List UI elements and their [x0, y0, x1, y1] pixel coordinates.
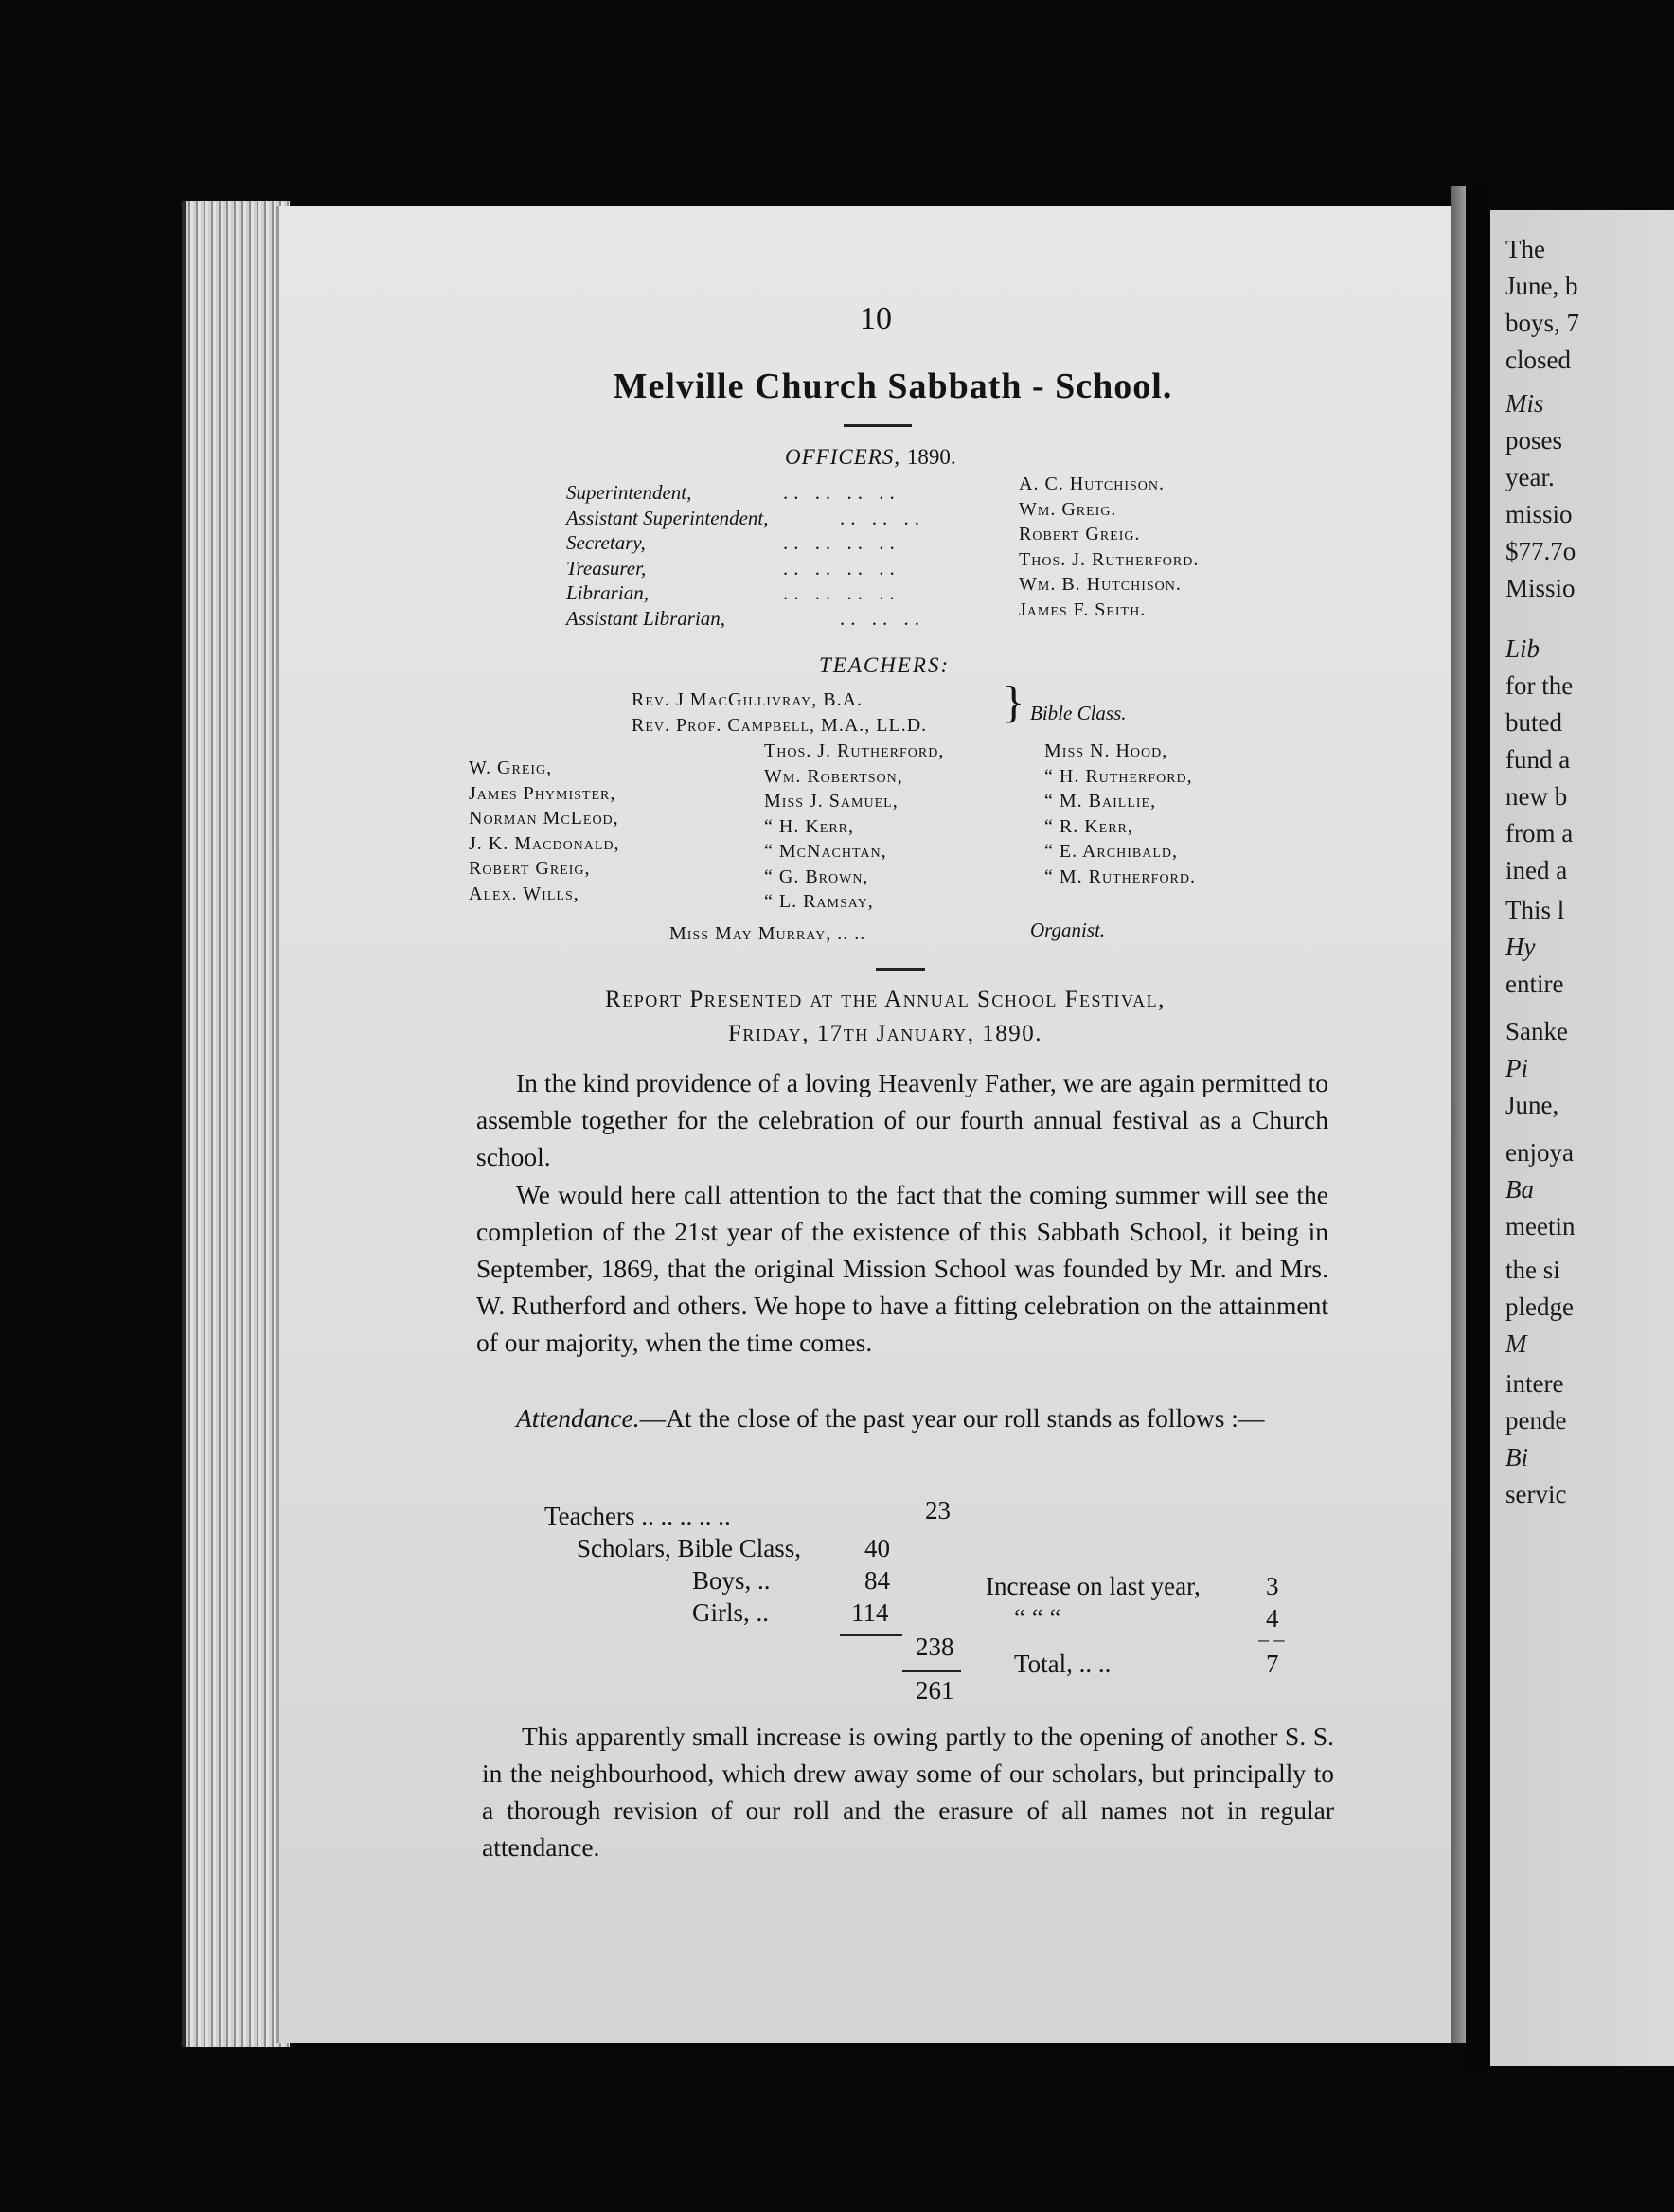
facing-page-fragment: intere — [1505, 1369, 1564, 1398]
officer-role: Secretary, — [566, 531, 646, 554]
teacher-name: “ H. Kerr, — [764, 815, 854, 837]
facing-page-fragment: Pi — [1505, 1054, 1528, 1082]
facing-page-fragment: The — [1505, 235, 1545, 263]
facing-page-fragment: Lib — [1505, 634, 1540, 663]
increase-value-1: 3 — [1266, 1572, 1279, 1600]
officers-year: 1890. — [906, 445, 956, 469]
officer-leader-dots: .. .. .. .. — [783, 531, 900, 554]
bible-class-brace: } — [1003, 677, 1025, 727]
teacher-name: Robert Greig, — [469, 858, 591, 879]
page-number: 10 — [860, 301, 892, 336]
facing-page-fragment: ined a — [1505, 856, 1568, 884]
teacher-name: “ M. Rutherford. — [1044, 865, 1197, 887]
page-spine-shadow — [1451, 186, 1466, 2043]
teacher-name: “ L. Ramsay, — [764, 891, 874, 912]
officer-name: Robert Greig. — [1019, 524, 1141, 544]
facing-page-fragment: Mis — [1505, 389, 1544, 418]
officer-name: Wm. Greig. — [1019, 498, 1117, 520]
attendance-paragraph — [476, 1400, 1328, 1436]
ditto-marks: “ “ “ — [1014, 1604, 1061, 1632]
officer-role: Superintendent, — [566, 481, 692, 504]
book-page — [276, 206, 1472, 2043]
total-value: 7 — [1266, 1650, 1279, 1678]
title-rule — [844, 424, 912, 427]
officer-name: James F. Seith. — [1019, 598, 1147, 620]
teacher-name: Norman McLeod, — [469, 808, 619, 829]
attendance-text: —At the close of the past year our roll stands as follows :— — [639, 1403, 1265, 1433]
facing-page-fragment: missio — [1505, 500, 1573, 528]
organist-name: Miss May Murray, .. .. — [669, 923, 866, 944]
bible-class-label: Bible Class. — [1030, 702, 1127, 724]
paragraph-1: In the kind providence of a loving Heavenly Father, we are again permitted to assemble together for the celebration of our fourth annual festival as a Church school. — [476, 1068, 1328, 1171]
officer-leader-dots: .. .. .. — [840, 506, 925, 529]
bible-class-teacher: Rev. J MacGillivray, B.A. — [632, 689, 864, 710]
facing-page-fragment: closed — [1505, 346, 1571, 374]
officer-role: Assistant Superintendent, — [566, 506, 769, 529]
section-rule — [876, 968, 925, 971]
officer-role: Assistant Librarian, — [566, 606, 726, 630]
officer-leader-dots: .. .. .. .. — [783, 556, 900, 580]
facing-page-fragment: This l — [1505, 896, 1565, 924]
girls-row-label: Girls, .. — [692, 1598, 769, 1627]
report-heading-line2: Friday, 17th January, 1890. — [728, 1021, 1042, 1046]
facing-page — [1490, 210, 1674, 2066]
teacher-name: James Phymister, — [469, 782, 616, 804]
organist-label: Organist. — [1030, 919, 1106, 941]
facing-page-fragment: for the — [1505, 671, 1574, 700]
officer-leader-dots: .. .. .. .. — [783, 481, 900, 504]
report-heading-line1: Report Presented at the Annual School Festival, — [605, 987, 1166, 1012]
facing-page-fragment: poses — [1505, 426, 1562, 455]
grand-total-value: 261 — [916, 1676, 954, 1704]
bible-row-value: 40 — [864, 1534, 890, 1562]
facing-page-fragment: boys, 7 — [1505, 309, 1580, 337]
facing-page-fragment: Sanke — [1505, 1017, 1568, 1045]
officer-name: A. C. Hutchison. — [1019, 473, 1166, 494]
teacher-name: W. Greig, — [469, 758, 553, 778]
facing-page-fragment: M — [1505, 1329, 1527, 1358]
sum-dashes: – – — [1258, 1627, 1285, 1650]
teacher-name: “ McNachtan, — [764, 841, 887, 862]
bible-class-teacher: Rev. Prof. Campbell, M.A., LL.D. — [632, 715, 928, 736]
school-title: Melville Church Sabbath - School. — [613, 366, 1173, 406]
facing-page-fragment: enjoya — [1505, 1138, 1574, 1167]
facing-page-fragment: June, b — [1505, 272, 1578, 300]
book-page-edges — [182, 201, 290, 2047]
attendance-label: Attendance. — [516, 1403, 640, 1433]
facing-page-fragment: from a — [1505, 819, 1574, 847]
teacher-name: “ M. Baillie, — [1044, 791, 1157, 812]
facing-page-fragment: fund a — [1505, 745, 1571, 774]
facing-page-fragment: Bi — [1505, 1443, 1528, 1472]
officers-heading — [785, 445, 956, 470]
total-rule — [902, 1670, 961, 1672]
officer-role: Treasurer, — [566, 556, 647, 580]
facing-page-fragment: $77.7o — [1505, 537, 1576, 565]
increase-value-2: 4 — [1266, 1604, 1279, 1632]
facing-page-fragment: Ba — [1505, 1175, 1534, 1204]
teacher-name: Miss J. Samuel, — [764, 791, 899, 812]
facing-page-fragment: year. — [1505, 463, 1555, 491]
officer-name: Wm. B. Hutchison. — [1019, 574, 1182, 595]
teacher-name: Alex. Wills, — [469, 883, 579, 904]
officer-leader-dots: .. .. .. — [840, 606, 925, 630]
officer-role: Librarian, — [566, 581, 649, 604]
facing-page-fragment: pende — [1505, 1406, 1567, 1435]
total-label: Total, .. .. — [1014, 1650, 1112, 1678]
officer-name: Thos. J. Rutherford. — [1019, 548, 1200, 570]
bible-row-label: Scholars, Bible Class, — [577, 1534, 801, 1562]
teachers-heading: TEACHERS: — [819, 653, 951, 677]
facing-page-fragment: Hy — [1505, 933, 1536, 961]
facing-page-fragment: buted — [1505, 708, 1562, 737]
facing-page-fragment: meetin — [1505, 1212, 1576, 1240]
facing-page-fragment: entire — [1505, 970, 1564, 998]
boys-row-value: 84 — [864, 1566, 890, 1595]
teachers-row-label: Teachers .. .. .. .. .. — [544, 1502, 731, 1530]
book-gutter — [1466, 186, 1490, 2070]
facing-page-fragment: servic — [1505, 1480, 1567, 1508]
facing-page-fragment: new b — [1505, 782, 1568, 811]
officers-heading-text: OFFICERS, — [785, 445, 901, 469]
facing-page-fragment: the si — [1505, 1256, 1560, 1284]
teachers-row-value: 23 — [925, 1496, 951, 1525]
facing-page-fragment: pledge — [1505, 1293, 1574, 1321]
officer-leader-dots: .. .. .. .. — [783, 581, 900, 604]
scholars-total-value: 238 — [916, 1632, 954, 1661]
facing-page-fragment: June, — [1505, 1091, 1559, 1119]
teacher-name: J. K. Macdonald, — [469, 832, 620, 854]
teacher-name: Miss N. Hood, — [1044, 740, 1168, 761]
teacher-name: “ H. Rutherford, — [1044, 765, 1193, 787]
subtotal-rule — [840, 1634, 902, 1636]
teacher-name: Wm. Robertson, — [764, 765, 903, 787]
increase-label: Increase on last year, — [986, 1572, 1201, 1600]
boys-row-label: Boys, .. — [692, 1566, 771, 1595]
paragraph-3: This apparently small increase is owing partly to the opening of another S. S. in the neighbourhood, which drew away some of our scholars, but principally to a thorough revision of our roll and the erasure of all names not in regular attendance. — [482, 1721, 1334, 1862]
teacher-name: “ R. Kerr, — [1044, 815, 1133, 837]
teacher-name: Thos. J. Rutherford, — [764, 740, 945, 761]
girls-row-value: 114 — [851, 1598, 889, 1627]
paragraph-2: We would here call attention to the fact that the coming summer will see the completion of the 21st year of the existence of this Sabbath School, it being in September, 1869, that the original Mission School was founded by Mr. and Mrs. W. Rutherford and others. We hope to have a fitting celebration on the attainment of our majority, when the time comes. — [476, 1180, 1328, 1357]
teacher-name: “ E. Archibald, — [1044, 841, 1178, 862]
report-heading — [507, 983, 1264, 1051]
teacher-name: “ G. Brown, — [764, 865, 869, 887]
facing-page-fragment: Missio — [1505, 574, 1576, 602]
